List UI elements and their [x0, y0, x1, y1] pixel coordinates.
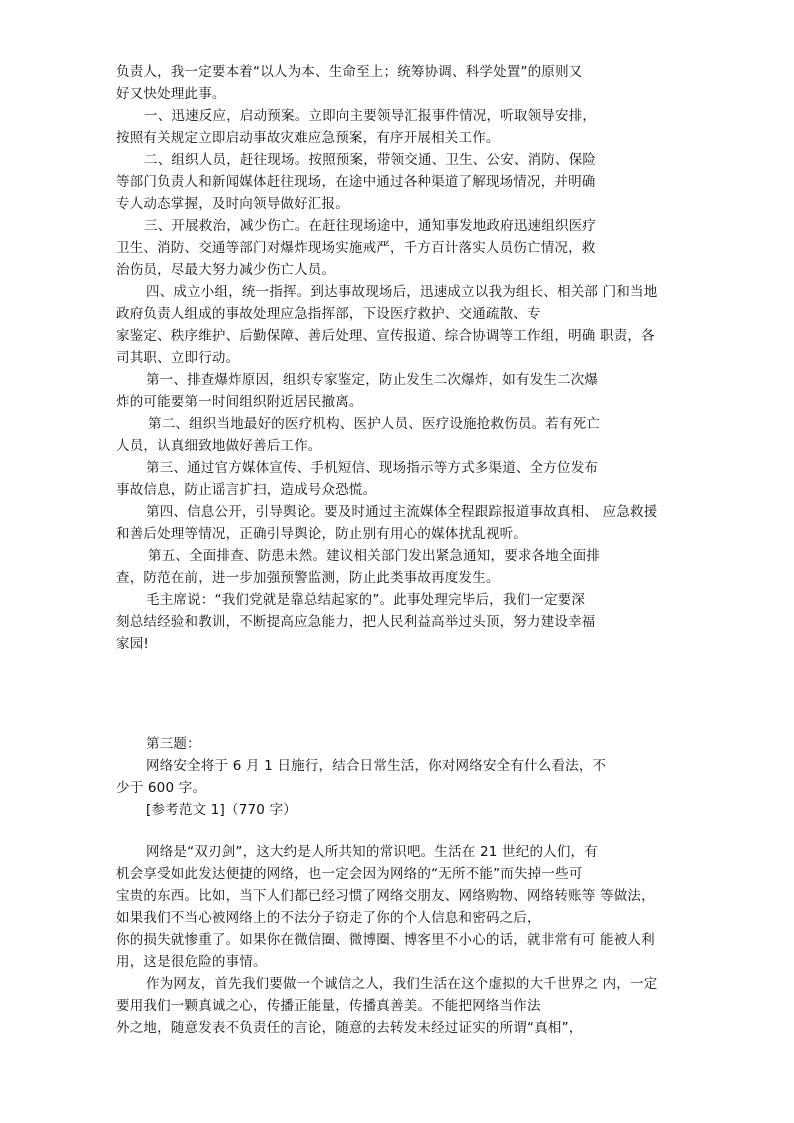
text-line: 一、迅速反应，启动预案。立即向主要领导汇报事件情况，听取领导安排， [144, 108, 597, 124]
text-line: 要用我们一颗真诚之心，传播正能量，传播真善美。不能把网络当作法 [116, 998, 541, 1014]
text-line: 负责人，我一定要本着“以人为本、生命至上；统筹协调、科学处置”的原则又 [116, 64, 583, 80]
text-line: 查，防范在前，进一步加强预警监测，防止此类事故再度发生。 [116, 570, 500, 586]
text-line: 等部门负责人和新闻媒体赶往现场，在途中通过各种渠道了解现场情况，并明确 [116, 174, 596, 190]
text-line: 机会享受如此发达便捷的网络，也一定会因为网络的“无所不能”而失掉一些可 [116, 866, 583, 882]
text-line: 第五、全面排查、防患未然。建议相关部门发出紧急通知，要求各地全面排 [148, 548, 601, 564]
text-line: 少于 600 字。 [116, 780, 207, 796]
text-line: 四、成立小组，统一指挥。到达事故现场后，迅速成立以我为组长、相关部 门和当地 [146, 284, 658, 300]
text-line: 司其职、立即行动。 [116, 350, 240, 366]
text-line: 和善后处理等情况，正确引导舆论，防止别有用心的媒体扰乱视听。 [116, 526, 527, 542]
text-line: 用，这是很危险的事情。 [116, 954, 267, 970]
text-line: [参考范文 1]（770 字） [146, 802, 297, 818]
text-line: 第一、排查爆炸原因，组织专家鉴定，防止发生二次爆炸，如有发生二次爆 [146, 372, 599, 388]
text-line: 二、组织人员，赶往现场。按照预案，带领交通、卫生、公安、消防、保险 [144, 152, 597, 168]
text-line: 事故信息，防止谣言扩扫，造成号众恐慌。 [116, 482, 377, 498]
text-line: 按照有关规定立即启动事故灾难应急预案，有序开展相关工作。 [116, 130, 500, 146]
text-line: 好又快处理此事。 [116, 86, 226, 102]
text-line: 毛主席说：“我们党就是靠总结起家的”。此事处理完毕后，我们一定要深 [146, 592, 586, 608]
text-line: 政府负责人组成的事故处理应急指挥部，下设医疗救护、交通疏散、专 [116, 306, 541, 322]
text-line: 你的损失就惨重了。如果你在微信圈、微博圈、博客里不小心的话，就非常有可 能被人利 [116, 932, 655, 948]
text-line: 炸的可能要第一时间组织附近居民撤离。 [116, 394, 363, 410]
text-line: 作为网友，首先我们要做一个诚信之人，我们生活在这个虚拟的大千世界之 内，一定 [146, 976, 658, 992]
text-line: 网络安全将于 6 月 1 日施行，结合日常生活，你对网络安全有什么看法，不 [146, 758, 607, 774]
text-line: 刻总结经验和教训，不断提高应急能力，把人民利益高举过头顶，努力建设幸福 [116, 614, 596, 630]
text-line: 第三、通过官方媒体宣传、手机短信、现场指示等方式多渠道、全方位发布 [146, 460, 599, 476]
text-line: 卫生、消防、交通等部门对爆炸现场实施戒严，千方百计落实人员伤亡情况，救 [116, 240, 596, 256]
text-line: 第四、信息公开，引导舆论。要及时通过主流媒体全程跟踪报道事故真相、 应急救援 [146, 504, 658, 520]
text-line: 宝贵的东西。比如，当下人们都已经习惯了网络交朋友、网络购物、网络转账等 等做法， [116, 888, 655, 904]
text-line: 家园! [116, 636, 150, 652]
text-line: 家鉴定、秩序维护、后勤保障、善后处理、宣传报道、综合协调等工作组，明确 职责，各 [116, 328, 655, 344]
text-line: 治伤员，尽最大努力减少伤亡人员。 [116, 262, 336, 278]
section-heading: 第三题： [146, 736, 201, 752]
text-line: 第二、组织当地最好的医疗机构、医护人员、医疗设施抢救伤员。若有死亡 [148, 416, 601, 432]
text-line: 外之地，随意发表不负责任的言论，随意的去转发未经过证实的所谓“真相”， [116, 1020, 583, 1036]
text-line: 三、开展救治，减少伤亡。在赶往现场途中，通知事发地政府迅速组织医疗 [144, 218, 597, 234]
text-line: 专人动态掌握，及时向领导做好汇报。 [116, 196, 349, 212]
text-line: 如果我们不当心被网络上的不法分子窃走了你的个人信息和密码之后， [116, 910, 541, 926]
text-line: 网络是“双刃剑”，这大约是人所共知的常识吧。生活在 21 世纪的人们，有 [146, 844, 598, 860]
text-line: 人员，认真细致地做好善后工作。 [116, 438, 322, 454]
